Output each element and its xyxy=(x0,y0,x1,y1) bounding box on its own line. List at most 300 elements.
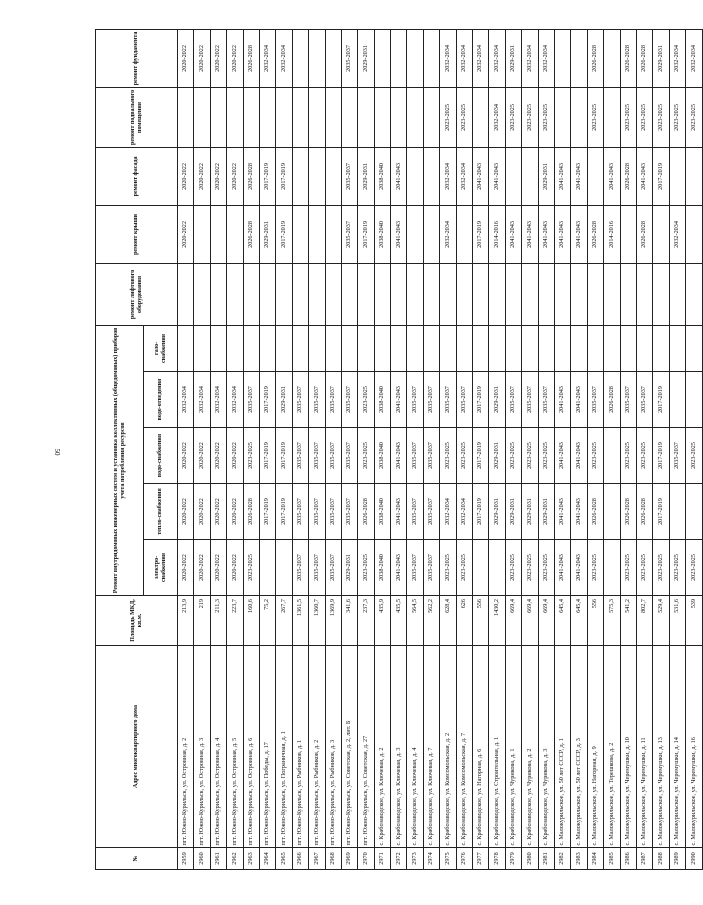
row-basement xyxy=(325,87,341,147)
row-basement xyxy=(259,87,275,147)
row-address: пгт. Южно-Курильск, ул. Пограничная, д. 1 xyxy=(276,646,292,848)
row-elevator xyxy=(407,263,423,325)
row-elevator xyxy=(604,263,620,325)
row-foundation xyxy=(407,29,423,87)
row-address: с. Крабозаводское, ул. Комсомольская, д. 2 xyxy=(440,646,456,848)
row-electricity: 2023-2025 xyxy=(243,540,259,596)
row-roof: 2035-2037 xyxy=(341,205,357,263)
row-heating: 2029-2031 xyxy=(522,484,538,540)
row-gas xyxy=(686,325,702,371)
row-drainage: 2035-2037 xyxy=(341,372,357,428)
table-row xyxy=(554,29,570,869)
row-area: 1360,7 xyxy=(309,596,325,646)
row-gas xyxy=(620,325,636,371)
row-area: 341,6 xyxy=(341,596,357,646)
row-number: 2988 xyxy=(653,848,669,870)
row-area: 541,2 xyxy=(620,596,636,646)
row-facade: 2020-2022 xyxy=(227,147,243,205)
row-elevator xyxy=(587,263,603,325)
row-facade xyxy=(587,147,603,205)
row-drainage: 2041-2043 xyxy=(554,372,570,428)
row-drainage: 2035-2037 xyxy=(440,372,456,428)
row-drainage: 2032-2034 xyxy=(194,372,210,428)
row-facade: 2041-2043 xyxy=(571,147,587,205)
table-row xyxy=(210,29,226,869)
row-address: с. Крабозаводское, ул. Нагорная, д. 6 xyxy=(473,646,489,848)
row-gas xyxy=(210,325,226,371)
repair-schedule-table xyxy=(95,29,703,870)
row-water-supply: 2041-2043 xyxy=(571,428,587,484)
row-water-supply: 2023-2025 xyxy=(456,428,472,484)
table-row xyxy=(571,29,587,869)
header-facade: ремонт фасада xyxy=(96,147,178,205)
row-roof: 2038-2040 xyxy=(374,205,390,263)
header-heating: тепло-снабжения xyxy=(144,484,178,540)
row-number: 2961 xyxy=(210,848,226,870)
row-area: 556 xyxy=(473,596,489,646)
row-foundation: 2020-2022 xyxy=(227,29,243,87)
row-electricity xyxy=(489,540,505,596)
row-roof: 2041-2043 xyxy=(391,205,407,263)
row-facade xyxy=(669,147,685,205)
row-number: 2979 xyxy=(505,848,521,870)
row-water-supply: 2029-2031 xyxy=(489,428,505,484)
row-basement xyxy=(571,87,587,147)
row-roof: 2041-2043 xyxy=(522,205,538,263)
row-elevator xyxy=(276,263,292,325)
row-roof: 2026-2028 xyxy=(636,205,652,263)
row-roof: 2029-2031 xyxy=(259,205,275,263)
row-heating: 2026-2028 xyxy=(358,484,374,540)
row-water-supply: 2035-2037 xyxy=(407,428,423,484)
row-roof xyxy=(210,205,226,263)
table-row xyxy=(604,29,620,869)
row-address: с. Крабозаводское, ул. Строительная, д. 1 xyxy=(489,646,505,848)
row-elevator xyxy=(686,263,702,325)
row-area: 669,4 xyxy=(505,596,521,646)
row-foundation: 2032-2034 xyxy=(259,29,275,87)
row-facade xyxy=(309,147,325,205)
row-basement: 2023-2025 xyxy=(653,87,669,147)
row-gas xyxy=(473,325,489,371)
row-heating: 2026-2028 xyxy=(636,484,652,540)
row-electricity: 2023-2025 xyxy=(669,540,685,596)
row-area: 669,4 xyxy=(538,596,554,646)
row-electricity: 2020-2022 xyxy=(227,540,243,596)
row-elevator xyxy=(653,263,669,325)
row-heating: 2032-2034 xyxy=(456,484,472,540)
row-heating: 2017-2019 xyxy=(653,484,669,540)
row-drainage: 2035-2037 xyxy=(522,372,538,428)
row-number: 2973 xyxy=(407,848,423,870)
table-row xyxy=(309,29,325,869)
table-row xyxy=(587,29,603,869)
row-facade xyxy=(407,147,423,205)
row-address: с. Малокурильское, ул. Терешкова, д. 2 xyxy=(604,646,620,848)
row-gas xyxy=(636,325,652,371)
row-gas xyxy=(669,325,685,371)
row-heating: 2017-2019 xyxy=(276,484,292,540)
row-water-supply: 2035-2037 xyxy=(423,428,439,484)
row-number: 2985 xyxy=(604,848,620,870)
row-number: 2978 xyxy=(489,848,505,870)
row-elevator xyxy=(243,263,259,325)
row-basement xyxy=(243,87,259,147)
row-address: с. Малокурильское, ул. Нагорная, д. 9 xyxy=(587,646,603,848)
row-electricity: 2041-2043 xyxy=(554,540,570,596)
row-address: пгт. Южно-Курильск, ул. Островная, д. 2 xyxy=(178,646,194,848)
row-number: 2980 xyxy=(522,848,538,870)
row-basement: 2023-2025 xyxy=(522,87,538,147)
row-foundation: 2032-2034 xyxy=(456,29,472,87)
row-elevator xyxy=(554,263,570,325)
row-electricity: 2023-2025 xyxy=(522,540,538,596)
row-roof: 2017-2019 xyxy=(276,205,292,263)
row-address: пгт. Южно-Курильск, ул. Рыбников, д. 3 xyxy=(325,646,341,848)
row-area: 75,2 xyxy=(259,596,275,646)
table-row xyxy=(456,29,472,869)
row-electricity: 2041-2043 xyxy=(571,540,587,596)
row-water-supply: 2023-2025 xyxy=(587,428,603,484)
row-basement: 2023-2025 xyxy=(440,87,456,147)
row-roof: 2032-2034 xyxy=(669,205,685,263)
row-address: с. Малокурильское, ул. Черемушки, д. 14 xyxy=(669,646,685,848)
row-electricity: 2023-2025 xyxy=(686,540,702,596)
header-drainage: водо-отведения xyxy=(144,372,178,428)
row-basement: 2023-2025 xyxy=(538,87,554,147)
row-elevator xyxy=(505,263,521,325)
row-basement: 2023-2025 xyxy=(456,87,472,147)
row-number: 2989 xyxy=(669,848,685,870)
row-address: с. Малокурильское, ул. Черемушки, д. 13 xyxy=(653,646,669,848)
row-water-supply xyxy=(604,428,620,484)
row-drainage: 2035-2037 xyxy=(620,372,636,428)
header-roof: ремонт крыши xyxy=(96,205,178,263)
row-elevator xyxy=(489,263,505,325)
row-number: 2972 xyxy=(391,848,407,870)
row-foundation: 2020-2022 xyxy=(194,29,210,87)
row-gas xyxy=(178,325,194,371)
row-facade: 2032-2034 xyxy=(456,147,472,205)
row-drainage: 2032-2034 xyxy=(178,372,194,428)
row-gas xyxy=(391,325,407,371)
row-gas xyxy=(489,325,505,371)
row-roof: 2026-2028 xyxy=(587,205,603,263)
header-gas: газо-снабжения xyxy=(144,325,178,371)
row-address: с. Малокурильское, ул. 50 лет СССР, д. 3 xyxy=(571,646,587,848)
row-basement xyxy=(194,87,210,147)
row-facade: 2020-2022 xyxy=(210,147,226,205)
row-electricity: 2035-2037 xyxy=(309,540,325,596)
row-foundation: 2035-2037 xyxy=(341,29,357,87)
row-gas xyxy=(554,325,570,371)
row-elevator xyxy=(325,263,341,325)
row-heating: 2035-2037 xyxy=(423,484,439,540)
row-gas xyxy=(259,325,275,371)
row-facade xyxy=(522,147,538,205)
row-foundation: 2032-2034 xyxy=(440,29,456,87)
row-electricity: 2038-2040 xyxy=(374,540,390,596)
row-water-supply: 2017-2019 xyxy=(473,428,489,484)
table-row xyxy=(538,29,554,869)
page-number: 50 xyxy=(53,448,61,456)
row-foundation: 2032-2034 xyxy=(522,29,538,87)
row-roof xyxy=(620,205,636,263)
row-drainage: 2035-2037 xyxy=(538,372,554,428)
table-row xyxy=(341,29,357,869)
row-water-supply: 2017-2019 xyxy=(259,428,275,484)
row-basement xyxy=(391,87,407,147)
row-electricity: 2020-2022 xyxy=(178,540,194,596)
row-address: с. Крабозаводское, ул. Ключевая, д. 2 xyxy=(374,646,390,848)
row-drainage: 2032-2034 xyxy=(210,372,226,428)
row-water-supply: 2023-2025 xyxy=(620,428,636,484)
row-electricity: 2023-2025 xyxy=(587,540,603,596)
table-row xyxy=(636,29,652,869)
table-row xyxy=(358,29,374,869)
row-elevator xyxy=(178,263,194,325)
row-elevator xyxy=(538,263,554,325)
row-water-supply: 2041-2043 xyxy=(391,428,407,484)
row-roof xyxy=(309,205,325,263)
row-heating: 2020-2022 xyxy=(178,484,194,540)
row-basement: 2023-2025 xyxy=(620,87,636,147)
row-basement xyxy=(604,87,620,147)
table-row xyxy=(489,29,505,869)
header-foundation: ремонт фундамента xyxy=(96,29,178,87)
header-basement: ремонт подвального помещения xyxy=(96,87,178,147)
row-address: с. Крабозаводское, ул. Чурикова, д. 1 xyxy=(505,646,521,848)
row-electricity xyxy=(276,540,292,596)
row-elevator xyxy=(194,263,210,325)
row-gas xyxy=(341,325,357,371)
table-row xyxy=(374,29,390,869)
row-area: 531,6 xyxy=(669,596,685,646)
row-elevator xyxy=(571,263,587,325)
row-roof: 2041-2043 xyxy=(505,205,521,263)
row-area: 539 xyxy=(686,596,702,646)
row-number: 2981 xyxy=(538,848,554,870)
row-roof xyxy=(407,205,423,263)
row-water-supply: 2020-2022 xyxy=(194,428,210,484)
table-body xyxy=(178,29,703,869)
row-basement: 2032-2034 xyxy=(489,87,505,147)
row-foundation: 2026-2028 xyxy=(620,29,636,87)
row-roof: 2014-2016 xyxy=(604,205,620,263)
row-drainage: 2035-2037 xyxy=(423,372,439,428)
row-roof: 2032-2034 xyxy=(440,205,456,263)
row-number: 2963 xyxy=(243,848,259,870)
row-drainage: 2035-2037 xyxy=(292,372,308,428)
row-area: 1361,5 xyxy=(292,596,308,646)
row-water-supply: 2020-2022 xyxy=(210,428,226,484)
row-basement: 2023-2025 xyxy=(669,87,685,147)
row-elevator xyxy=(669,263,685,325)
table-row xyxy=(620,29,636,869)
row-address: с. Малокурильское, ул. 50 лет СССР, д. 1 xyxy=(554,646,570,848)
row-heating: 2035-2037 xyxy=(292,484,308,540)
row-drainage: 2032-2034 xyxy=(227,372,243,428)
table-row xyxy=(259,29,275,869)
row-roof: 2041-2043 xyxy=(538,205,554,263)
row-area: 529,4 xyxy=(653,596,669,646)
row-foundation: 2026-2028 xyxy=(587,29,603,87)
row-number: 2983 xyxy=(571,848,587,870)
row-number: 2976 xyxy=(456,848,472,870)
row-heating: 2035-2037 xyxy=(325,484,341,540)
row-drainage: 2035-2037 xyxy=(587,372,603,428)
row-water-supply: 2023-2025 xyxy=(505,428,521,484)
row-electricity: 2035-2037 xyxy=(325,540,341,596)
row-number: 2964 xyxy=(259,848,275,870)
row-number: 2966 xyxy=(292,848,308,870)
row-elevator xyxy=(522,263,538,325)
row-water-supply: 2023-2025 xyxy=(636,428,652,484)
row-basement xyxy=(407,87,423,147)
row-address: пгт. Южно-Курильск, ул. Рыбников, д. 1 xyxy=(292,646,308,848)
row-heating: 2041-2043 xyxy=(571,484,587,540)
table-row xyxy=(178,29,194,869)
row-electricity: 2041-2043 xyxy=(391,540,407,596)
row-area: 1430,2 xyxy=(489,596,505,646)
row-area: 564,5 xyxy=(407,596,423,646)
table-row xyxy=(505,29,521,869)
row-roof: 2017-2019 xyxy=(358,205,374,263)
row-heating: 2020-2022 xyxy=(227,484,243,540)
row-water-supply: 2017-2019 xyxy=(276,428,292,484)
row-heating: 2035-2037 xyxy=(341,484,357,540)
table-row xyxy=(276,29,292,869)
row-elevator xyxy=(440,263,456,325)
row-heating: 2020-2022 xyxy=(210,484,226,540)
row-facade: 2017-2019 xyxy=(653,147,669,205)
row-address: с. Крабозаводское, ул. Ключевая, д. 4 xyxy=(407,646,423,848)
table-row xyxy=(407,29,423,869)
row-facade: 2038-2040 xyxy=(374,147,390,205)
row-area: 645,4 xyxy=(554,596,570,646)
row-electricity xyxy=(259,540,275,596)
row-gas xyxy=(456,325,472,371)
row-basement xyxy=(554,87,570,147)
row-heating: 2017-2019 xyxy=(259,484,275,540)
row-address: пгт. Южно-Курильск, ул. Советская, д. 27 xyxy=(358,646,374,848)
row-basement: 2023-2025 xyxy=(587,87,603,147)
row-elevator xyxy=(309,263,325,325)
row-heating xyxy=(669,484,685,540)
row-roof: 2017-2019 xyxy=(473,205,489,263)
row-area: 669,4 xyxy=(522,596,538,646)
row-water-supply: 2023-2025 xyxy=(538,428,554,484)
row-area: 219 xyxy=(194,596,210,646)
row-water-supply: 2023-2025 xyxy=(358,428,374,484)
row-area: 211,3 xyxy=(210,596,226,646)
header-water-supply: водо-снабжения xyxy=(144,428,178,484)
row-roof: 2041-2043 xyxy=(554,205,570,263)
row-foundation: 2032-2034 xyxy=(473,29,489,87)
row-electricity: 2023-2025 xyxy=(505,540,521,596)
row-drainage: 2035-2037 xyxy=(407,372,423,428)
row-number: 2965 xyxy=(276,848,292,870)
row-address: с. Крабозаводское, ул. Ключевая, д. 7 xyxy=(423,646,439,848)
row-address: пгт. Южно-Курильск, ул. Островная, д. 4 xyxy=(210,646,226,848)
row-gas xyxy=(522,325,538,371)
row-area: 267,7 xyxy=(276,596,292,646)
row-water-supply: 2038-2040 xyxy=(374,428,390,484)
row-address: с. Малокурильское, ул. Черемушки, д. 11 xyxy=(636,646,652,848)
row-foundation xyxy=(604,29,620,87)
row-gas xyxy=(505,325,521,371)
row-drainage: 2038-2040 xyxy=(374,372,390,428)
row-area: 435,5 xyxy=(391,596,407,646)
row-number: 2969 xyxy=(341,848,357,870)
row-facade: 2032-2034 xyxy=(440,147,456,205)
row-water-supply: 2023-2025 xyxy=(522,428,538,484)
row-roof: 2041-2043 xyxy=(571,205,587,263)
row-elevator xyxy=(210,263,226,325)
row-basement: 2023-2025 xyxy=(686,87,702,147)
row-heating: 2020-2022 xyxy=(194,484,210,540)
row-heating: 2029-2031 xyxy=(538,484,554,540)
table-header xyxy=(96,29,178,869)
row-drainage xyxy=(669,372,685,428)
row-basement xyxy=(341,87,357,147)
row-facade: 2017-2019 xyxy=(259,147,275,205)
row-foundation xyxy=(554,29,570,87)
row-electricity: 2035-2037 xyxy=(423,540,439,596)
row-address: пгт. Южно-Курильск, ул. Советская, д. 2, лит. Б xyxy=(341,646,357,848)
table-row xyxy=(423,29,439,869)
table-row xyxy=(669,29,685,869)
row-foundation: 2032-2034 xyxy=(276,29,292,87)
row-address: пгт. Южно-Курильск, ул. Островная, д. 5 xyxy=(227,646,243,848)
row-elevator xyxy=(473,263,489,325)
table-row xyxy=(473,29,489,869)
row-gas xyxy=(292,325,308,371)
row-heating: 2029-2031 xyxy=(489,484,505,540)
row-heating xyxy=(604,484,620,540)
row-foundation: 2020-2022 xyxy=(178,29,194,87)
row-basement xyxy=(292,87,308,147)
row-address: с. Крабозаводское, ул. Чурикова, д. 3 xyxy=(538,646,554,848)
row-electricity: 2023-2025 xyxy=(358,540,374,596)
row-number: 2968 xyxy=(325,848,341,870)
row-area: 802,7 xyxy=(636,596,652,646)
row-facade xyxy=(292,147,308,205)
row-number: 2977 xyxy=(473,848,489,870)
row-drainage: 2035-2037 xyxy=(636,372,652,428)
row-gas xyxy=(194,325,210,371)
row-address: с. Крабозаводское, ул. Комсомольская, д. 7 xyxy=(456,646,472,848)
row-area: 213,9 xyxy=(178,596,194,646)
row-foundation: 2029-2031 xyxy=(505,29,521,87)
row-elevator xyxy=(391,263,407,325)
row-drainage: 2023-2025 xyxy=(358,372,374,428)
row-water-supply: 2035-2037 xyxy=(309,428,325,484)
row-water-supply: 2035-2037 xyxy=(669,428,685,484)
row-facade xyxy=(505,147,521,205)
row-area: 628,4 xyxy=(440,596,456,646)
row-facade: 2026-2028 xyxy=(620,147,636,205)
row-number: 2982 xyxy=(554,848,570,870)
row-area: 160,6 xyxy=(243,596,259,646)
row-foundation xyxy=(309,29,325,87)
row-foundation xyxy=(391,29,407,87)
row-drainage: 2029-2031 xyxy=(489,372,505,428)
row-facade: 2041-2043 xyxy=(489,147,505,205)
row-gas xyxy=(440,325,456,371)
row-number: 2990 xyxy=(686,848,702,870)
row-basement xyxy=(473,87,489,147)
